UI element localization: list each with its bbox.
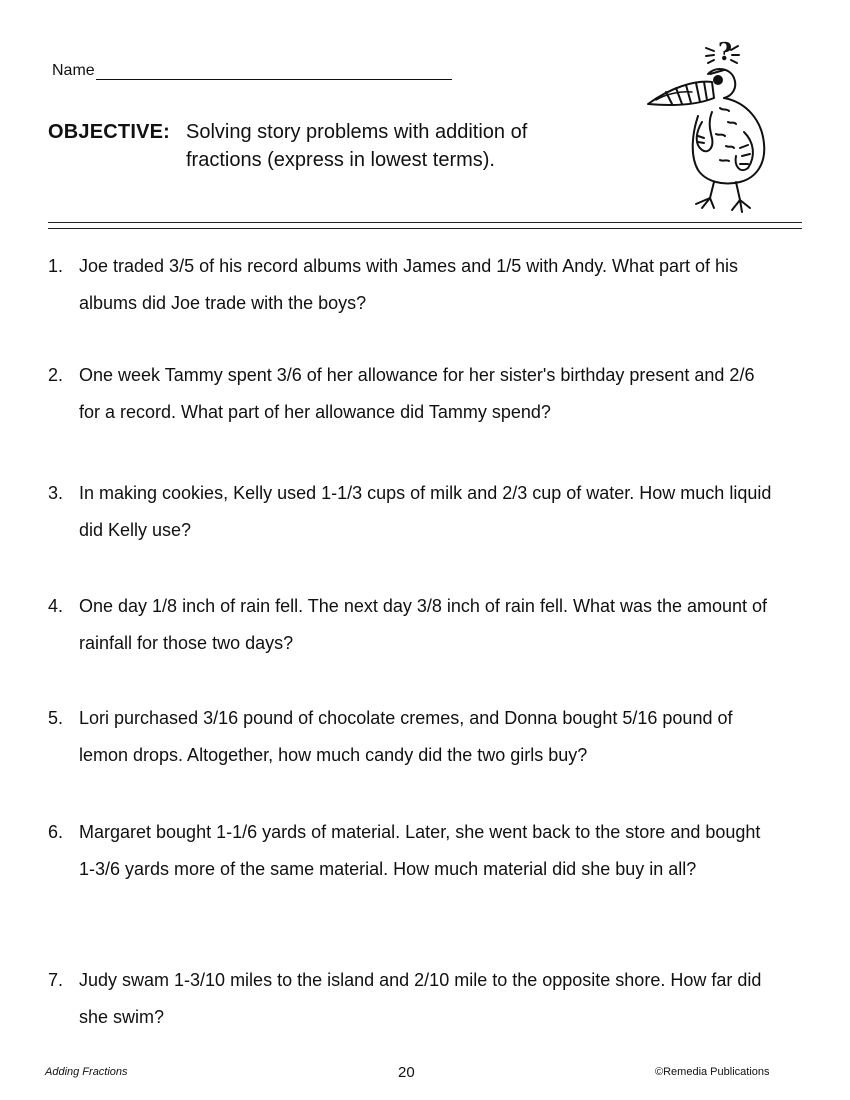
- problem-3: [48, 475, 808, 549]
- divider-bottom: [48, 228, 802, 229]
- problem-number: 5.: [48, 708, 64, 728]
- problem-4: [48, 588, 808, 662]
- divider-top: [48, 222, 802, 223]
- objective-block: [48, 118, 576, 174]
- problem-number: 2.: [48, 365, 64, 385]
- problem-text: Lori purchased 3/16 pound of chocolate cremes, and Donna bought 5/16 pound of lemon drops. Altogether, how much candy did the two girls buy?: [79, 708, 733, 765]
- objective-text: Solving story problems with addition of fractions (express in lowest terms).: [186, 121, 528, 171]
- objective-label: OBJECTIVE:: [48, 121, 171, 143]
- problem-number: 7.: [48, 970, 64, 990]
- problem-2: [48, 357, 808, 431]
- page-number: 20: [398, 1064, 415, 1081]
- problem-text: Margaret bought 1-1/6 yards of material. Later, she went back to the store and bought 1-3/6 yards more of the same material. How much material did she buy in all?: [79, 822, 761, 879]
- problem-number: 3.: [48, 483, 64, 503]
- problem-7: [48, 962, 808, 1036]
- problem-1: [48, 248, 808, 322]
- problem-text: One week Tammy spent 3/6 of her allowance for her sister's birthday present and 2/6 for a record. What part of her allowance did Tammy spend?: [79, 365, 755, 422]
- footer-copyright: ©Remedia Publications: [655, 1066, 770, 1078]
- problem-text: In making cookies, Kelly used 1-1/3 cups of milk and 2/3 cup of water. How much liquid did Kelly use?: [79, 483, 772, 540]
- name-field[interactable]: [96, 63, 452, 80]
- problem-text: One day 1/8 inch of rain fell. The next day 3/8 inch of rain fell. What was the amount of rainfall for those two days?: [79, 596, 768, 653]
- problem-text: Judy swam 1-3/10 miles to the island and 2/10 mile to the opposite shore. How far did she swim?: [79, 970, 762, 1027]
- footer-title: Adding Fractions: [45, 1066, 128, 1078]
- problem-text: Joe traded 3/5 of his record albums with James and 1/5 with Andy. What part of his albums did Joe trade with the boys?: [79, 256, 739, 313]
- svg-text:?: ?: [718, 37, 733, 66]
- toucan-mascot-icon: [636, 36, 776, 218]
- problem-number: 4.: [48, 596, 64, 616]
- problem-6: [48, 814, 808, 888]
- problem-number: 6.: [48, 822, 64, 842]
- problem-number: 1.: [48, 256, 64, 276]
- problem-5: [48, 700, 808, 774]
- name-row: [52, 62, 452, 80]
- name-label: Name: [52, 62, 95, 79]
